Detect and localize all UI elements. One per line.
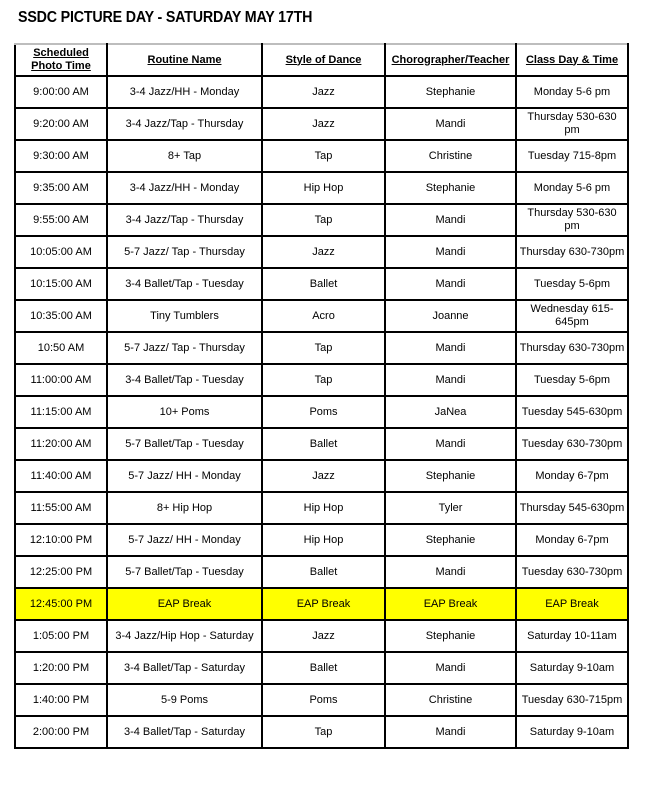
cell-style: Tap [262, 204, 385, 236]
cell-class-day-time: Tuesday 630-730pm [516, 428, 628, 460]
cell-style: Ballet [262, 652, 385, 684]
cell-teacher: Stephanie [385, 620, 516, 652]
cell-class-day-time: Wednesday 615-645pm [516, 300, 628, 332]
cell-class-day-time: Thursday 630-730pm [516, 332, 628, 364]
cell-teacher: Stephanie [385, 172, 516, 204]
cell-class-day-time: Tuesday 630-715pm [516, 684, 628, 716]
table-row [15, 204, 628, 236]
cell-style: Ballet [262, 428, 385, 460]
cell-class-day-time: Monday 5-6 pm [516, 172, 628, 204]
cell-style: Poms [262, 684, 385, 716]
cell-routine-name: 5-9 Poms [107, 684, 262, 716]
cell-class-day-time: Saturday 9-10am [516, 716, 628, 748]
cell-style: Ballet [262, 268, 385, 300]
cell-teacher: Mandi [385, 428, 516, 460]
cell-routine-name: 8+ Hip Hop [107, 492, 262, 524]
cell-teacher: Mandi [385, 268, 516, 300]
cell-photo-time: 10:05:00 AM [15, 236, 107, 268]
cell-routine-name: 5-7 Jazz/ Tap - Thursday [107, 236, 262, 268]
cell-class-day-time: Tuesday 5-6pm [516, 268, 628, 300]
cell-routine-name: 3-4 Jazz/Tap - Thursday [107, 108, 262, 140]
cell-teacher: Tyler [385, 492, 516, 524]
table-row [15, 524, 628, 556]
header-choreographer-teacher: Chorographer/Teacher [385, 44, 516, 76]
cell-photo-time: 9:20:00 AM [15, 108, 107, 140]
cell-class-day-time: Thursday 530-630 pm [516, 108, 628, 140]
cell-class-day-time: Tuesday 5-6pm [516, 364, 628, 396]
table-row [15, 268, 628, 300]
header-row [15, 44, 628, 76]
cell-style: Jazz [262, 108, 385, 140]
cell-class-day-time: Saturday 9-10am [516, 652, 628, 684]
cell-photo-time: 9:00:00 AM [15, 76, 107, 108]
header-style-of-dance: Style of Dance [262, 44, 385, 76]
cell-style: Hip Hop [262, 492, 385, 524]
table-row [15, 300, 628, 332]
page-title: SSDC PICTURE DAY - SATURDAY MAY 17TH [18, 9, 313, 26]
cell-class-day-time: Thursday 630-730pm [516, 236, 628, 268]
table-row [15, 364, 628, 396]
table-row [15, 460, 628, 492]
cell-class-day-time: Monday 6-7pm [516, 460, 628, 492]
cell-class-day-time: Tuesday 715-8pm [516, 140, 628, 172]
cell-class-day-time: Thursday 545-630pm [516, 492, 628, 524]
cell-photo-time: 9:30:00 AM [15, 140, 107, 172]
cell-style: Hip Hop [262, 172, 385, 204]
table-row [15, 684, 628, 716]
cell-photo-time: 1:05:00 PM [15, 620, 107, 652]
cell-photo-time: 9:35:00 AM [15, 172, 107, 204]
cell-style: Jazz [262, 76, 385, 108]
cell-style: Hip Hop [262, 524, 385, 556]
cell-style: Ballet [262, 556, 385, 588]
table-row [15, 332, 628, 364]
cell-class-day-time: Thursday 530-630 pm [516, 204, 628, 236]
cell-photo-time: 10:35:00 AM [15, 300, 107, 332]
cell-routine-name: EAP Break [107, 588, 262, 620]
cell-photo-time: 10:50 AM [15, 332, 107, 364]
cell-photo-time: 12:25:00 PM [15, 556, 107, 588]
cell-routine-name: 3-4 Ballet/Tap - Saturday [107, 716, 262, 748]
cell-routine-name: Tiny Tumblers [107, 300, 262, 332]
cell-class-day-time: Tuesday 630-730pm [516, 556, 628, 588]
cell-photo-time: 11:40:00 AM [15, 460, 107, 492]
cell-photo-time: 11:15:00 AM [15, 396, 107, 428]
cell-teacher: Stephanie [385, 76, 516, 108]
cell-photo-time: 11:20:00 AM [15, 428, 107, 460]
cell-teacher: Mandi [385, 652, 516, 684]
cell-teacher: Stephanie [385, 524, 516, 556]
cell-class-day-time: EAP Break [516, 588, 628, 620]
table-row [15, 492, 628, 524]
table-row [15, 620, 628, 652]
cell-teacher: Joanne [385, 300, 516, 332]
cell-routine-name: 5-7 Jazz/ HH - Monday [107, 460, 262, 492]
cell-style: Tap [262, 716, 385, 748]
table-row [15, 652, 628, 684]
cell-routine-name: 5-7 Jazz/ Tap - Thursday [107, 332, 262, 364]
cell-class-day-time: Tuesday 545-630pm [516, 396, 628, 428]
cell-photo-time: 10:15:00 AM [15, 268, 107, 300]
header-class-day-time: Class Day & Time [516, 44, 628, 76]
cell-photo-time: 11:55:00 AM [15, 492, 107, 524]
table-row-break [15, 588, 628, 620]
cell-routine-name: 10+ Poms [107, 396, 262, 428]
table-row [15, 140, 628, 172]
cell-style: Jazz [262, 236, 385, 268]
table-row [15, 428, 628, 460]
cell-routine-name: 3-4 Ballet/Tap - Tuesday [107, 268, 262, 300]
cell-photo-time: 12:10:00 PM [15, 524, 107, 556]
cell-routine-name: 3-4 Jazz/Tap - Thursday [107, 204, 262, 236]
table-row [15, 108, 628, 140]
table-row [15, 556, 628, 588]
cell-photo-time: 11:00:00 AM [15, 364, 107, 396]
cell-class-day-time: Saturday 10-11am [516, 620, 628, 652]
schedule-table [14, 43, 629, 749]
cell-teacher: Mandi [385, 204, 516, 236]
cell-teacher: Mandi [385, 556, 516, 588]
cell-style: Acro [262, 300, 385, 332]
cell-photo-time: 2:00:00 PM [15, 716, 107, 748]
cell-style: Tap [262, 140, 385, 172]
cell-photo-time: 9:55:00 AM [15, 204, 107, 236]
cell-teacher: Mandi [385, 236, 516, 268]
cell-photo-time: 1:20:00 PM [15, 652, 107, 684]
cell-teacher: Mandi [385, 108, 516, 140]
cell-routine-name: 8+ Tap [107, 140, 262, 172]
cell-teacher: Christine [385, 140, 516, 172]
cell-style: Tap [262, 364, 385, 396]
cell-style: Poms [262, 396, 385, 428]
cell-teacher: Mandi [385, 332, 516, 364]
cell-routine-name: 5-7 Ballet/Tap - Tuesday [107, 556, 262, 588]
cell-routine-name: 3-4 Jazz/Hip Hop - Saturday [107, 620, 262, 652]
table-row [15, 236, 628, 268]
cell-routine-name: 5-7 Jazz/ HH - Monday [107, 524, 262, 556]
cell-style: Jazz [262, 460, 385, 492]
cell-class-day-time: Monday 5-6 pm [516, 76, 628, 108]
cell-teacher: EAP Break [385, 588, 516, 620]
cell-teacher: Mandi [385, 716, 516, 748]
cell-routine-name: 3-4 Ballet/Tap - Saturday [107, 652, 262, 684]
cell-style: EAP Break [262, 588, 385, 620]
table-row [15, 172, 628, 204]
cell-style: Tap [262, 332, 385, 364]
cell-teacher: Stephanie [385, 460, 516, 492]
header-routine-name: Routine Name [107, 44, 262, 76]
header-scheduled-photo-time: Scheduled Photo Time [15, 44, 107, 76]
cell-photo-time: 12:45:00 PM [15, 588, 107, 620]
cell-teacher: JaNea [385, 396, 516, 428]
cell-style: Jazz [262, 620, 385, 652]
cell-teacher: Mandi [385, 364, 516, 396]
cell-photo-time: 1:40:00 PM [15, 684, 107, 716]
cell-routine-name: 3-4 Jazz/HH - Monday [107, 76, 262, 108]
table-row [15, 716, 628, 748]
table-row [15, 76, 628, 108]
cell-teacher: Christine [385, 684, 516, 716]
cell-routine-name: 3-4 Jazz/HH - Monday [107, 172, 262, 204]
cell-routine-name: 3-4 Ballet/Tap - Tuesday [107, 364, 262, 396]
table-row [15, 396, 628, 428]
cell-routine-name: 5-7 Ballet/Tap - Tuesday [107, 428, 262, 460]
cell-class-day-time: Monday 6-7pm [516, 524, 628, 556]
